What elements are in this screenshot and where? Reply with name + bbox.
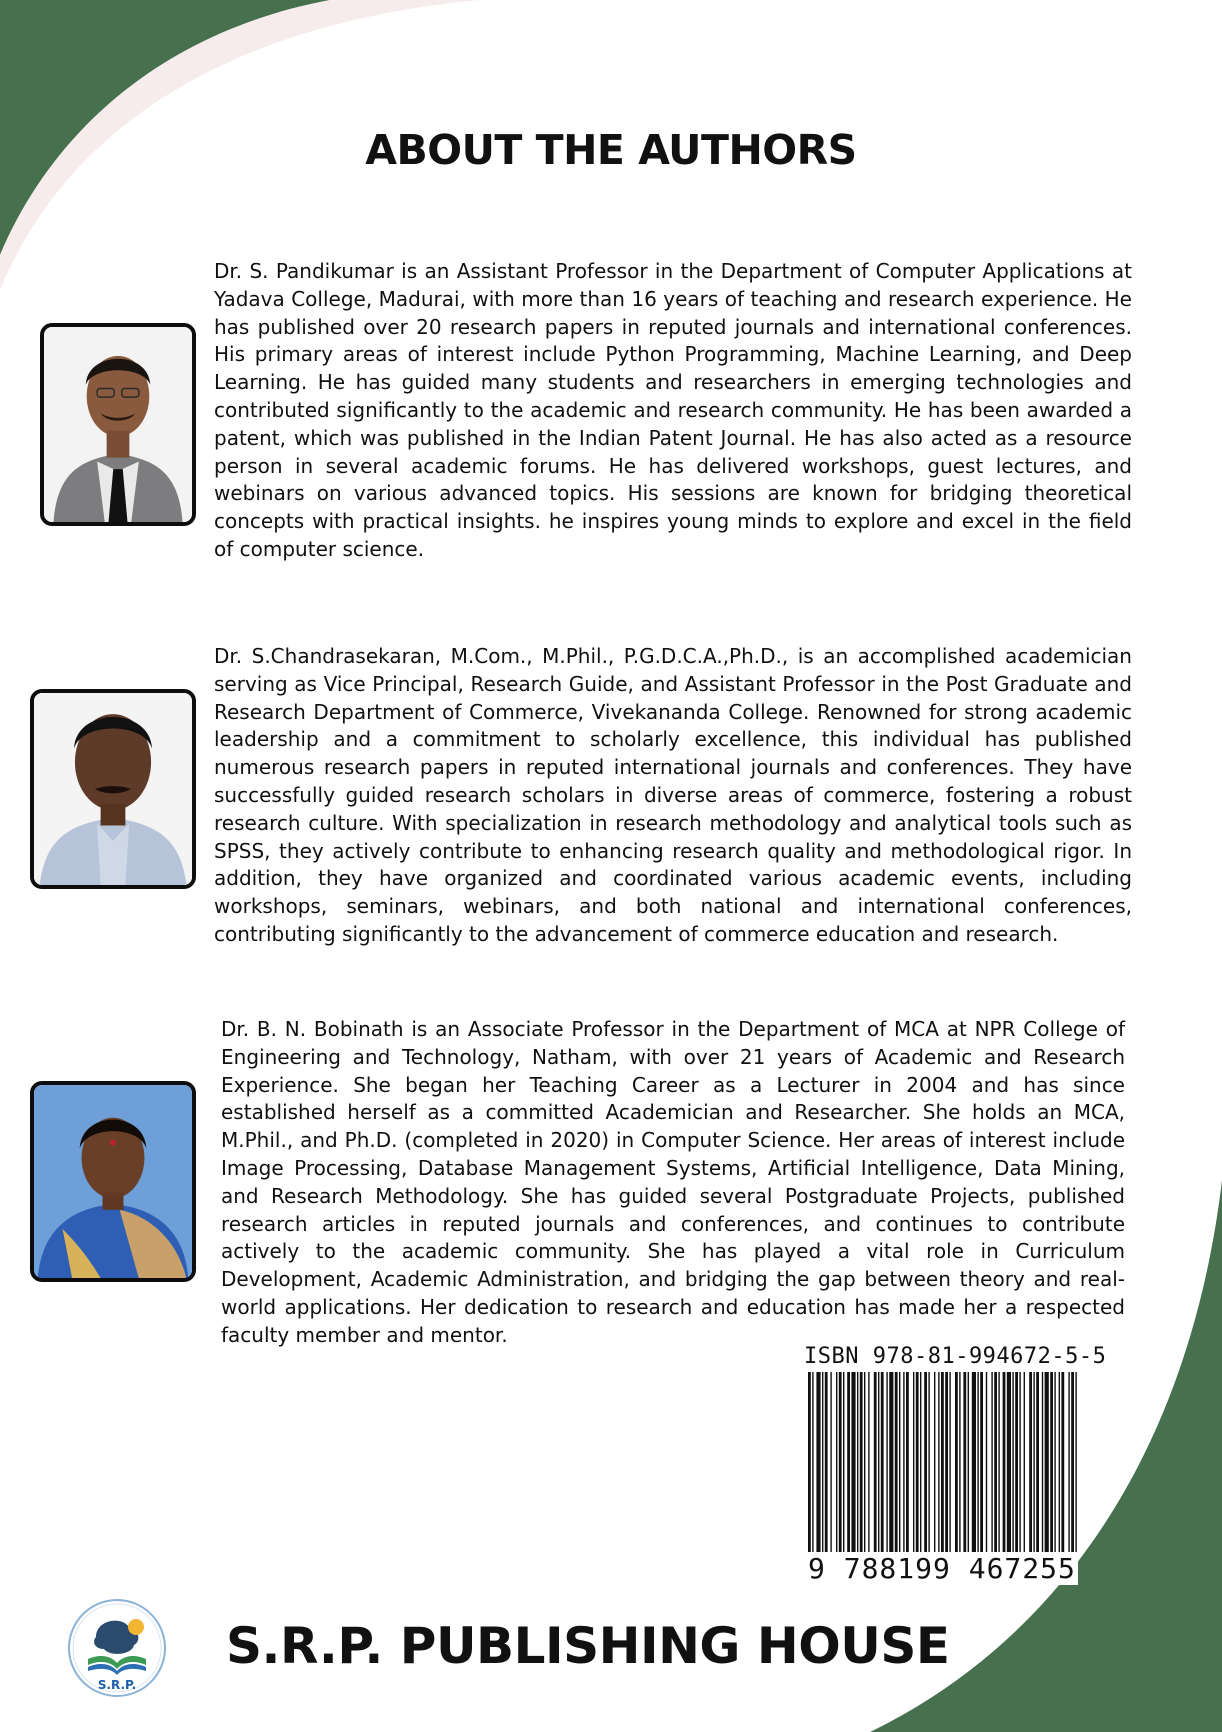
barcode-bar — [1012, 1372, 1013, 1568]
logo-text: S.R.P. — [97, 1678, 137, 1692]
barcode-bar — [913, 1372, 914, 1568]
barcode-bar — [916, 1372, 919, 1568]
barcode-bar — [847, 1372, 850, 1568]
barcode-bar — [986, 1372, 987, 1568]
barcode-bar — [836, 1372, 837, 1568]
barcode-bar — [1071, 1372, 1074, 1580]
barcode-bar — [949, 1372, 950, 1568]
barcode-bar — [851, 1372, 855, 1568]
barcode-bar — [830, 1372, 831, 1568]
barcode-bar — [941, 1372, 944, 1580]
barcode-bar — [868, 1372, 869, 1568]
barcode-bar — [1024, 1372, 1025, 1568]
barcode-bar — [1029, 1372, 1032, 1568]
barcode-bar — [994, 1372, 997, 1568]
barcode-bar — [1075, 1372, 1076, 1580]
barcode-bar — [972, 1372, 976, 1568]
author-bio-bobinath: Dr. B. N. Bobinath is an Associate Professor in the Department of MCA at NPR College of Engineering and Technology, Natham, with over 21 years of Academic and Research Experience. She began her Teaching Career as a Lecturer in 2004 and has since established herself as a committed Academician and Researcher. She holds an MCA, M.Phil., and Ph.D. (completed in 2020) in Computer Science. Her areas of interest include Image Processing, Database Management Systems, Artificial Intelligence, Data Mining, and Research Methodology. She has guided several Postgraduate Projects, published research articles in reputed journals and conferences, and continues to contribute actively to the academic community. She has played a vital role in Curriculum Development, Academic Administration, and bridging the gap between theory and real-world applications. Her dedication to research and education has made her a respected faculty member and mentor. — [221, 1017, 1125, 1347]
page-title: ABOUT THE AUTHORS — [365, 126, 857, 174]
barcode-bar — [1054, 1372, 1055, 1568]
barcode-bar — [878, 1372, 879, 1568]
barcode-bar — [968, 1372, 969, 1568]
barcode-bar — [899, 1372, 900, 1568]
barcode-bar — [839, 1372, 842, 1568]
barcode-bar — [955, 1372, 958, 1568]
barcode-bar — [1033, 1372, 1034, 1568]
barcode-digits-text: 9 788199 467255 — [808, 1552, 1076, 1585]
barcode-bar — [938, 1372, 939, 1580]
barcode-bar — [1059, 1372, 1060, 1568]
barcode-bar — [906, 1372, 909, 1568]
barcode-bar — [822, 1372, 823, 1568]
barcode-bar — [812, 1372, 813, 1580]
barcode-bar — [1068, 1372, 1069, 1568]
barcode-bar — [977, 1372, 978, 1568]
barcode-bar — [1050, 1372, 1053, 1568]
barcode-bar — [874, 1372, 877, 1568]
barcode-bar — [934, 1372, 935, 1568]
barcode-bar — [963, 1372, 966, 1568]
barcode-bar — [903, 1372, 904, 1568]
barcode-bar — [886, 1372, 887, 1568]
barcode-bar — [857, 1372, 858, 1568]
barcode-bar — [881, 1372, 884, 1568]
barcode-bar — [860, 1372, 863, 1568]
barcode-bar — [1007, 1372, 1011, 1568]
author-photo-pandikumar — [40, 323, 196, 526]
barcode-bar — [959, 1372, 960, 1568]
barcode-bar — [1042, 1372, 1043, 1568]
barcode-bar — [1036, 1372, 1039, 1568]
barcode-bar — [1019, 1372, 1020, 1568]
barcode-bar — [920, 1372, 921, 1568]
barcode-bar — [1015, 1372, 1018, 1568]
author-bio-chandrasekaran: Dr. S.Chandrasekaran, M.Com., M.Phil., P.G.D.C.A.,Ph.D., is an accomplished academician serving as Vice Principal, Research Guide, and Assistant Professor in the Post Graduate and Research Department of Commerce, Vivekananda College. Renowned for strong academic leadership and a commitment to scholarly excellence, this individual has published numerous research papers in reputed international journals and conferences. They have successfully guided research scholars in diverse areas of commerce, fostering a robust research culture. With specialization in research methodology and analytical tools such as SPSS, they actively contribute to enhancing research quality and methodological rigor. In addition, they have organized and coordinated various academic events, including workshops, seminars, webinars, and both national and international conferences, contributing significantly to the advancement of commerce education and research. — [214, 644, 1132, 946]
publisher-name: S.R.P. PUBLISHING HOUSE — [226, 1617, 950, 1675]
barcode-bar — [1045, 1372, 1049, 1568]
barcode-bar — [998, 1372, 999, 1568]
barcode-bar — [945, 1372, 948, 1580]
barcode-bar — [889, 1372, 893, 1568]
barcode-bar — [1061, 1372, 1064, 1568]
barcode-digits — [806, 1552, 1086, 1585]
barcode-bar — [928, 1372, 929, 1568]
isbn-label: ISBN 978-81-994672-5-5 — [804, 1344, 1107, 1369]
isbn-barcode — [806, 1372, 1086, 1582]
barcode-bar — [843, 1372, 844, 1568]
barcode-bar — [980, 1372, 983, 1568]
barcode-bar — [808, 1372, 811, 1580]
barcode-bar — [1003, 1372, 1006, 1568]
barcode-bar — [864, 1372, 865, 1568]
barcode-bar — [816, 1372, 820, 1568]
barcode-bar — [924, 1372, 927, 1568]
author-bio-pandikumar: Dr. S. Pandikumar is an Assistant Professor in the Department of Computer Applications at Yadava College, Madurai, with more than 16 years of teaching and research experience. He has published over 20 research papers in reputed journals and international conferences. His primary areas of interest include Python Programming, Machine Learning, and Deep Learning. He has guided many students and researchers in emerging technologies and contributed significantly to the academic and research community. He has been awarded a patent, which was published in the Indian Patent Journal. He has also acted as a resource person in several academic forums. He has delivered workshops, guest lectures, and webinars on various advanced topics. His sessions are known for bridging theoretical concepts with practical insights. he inspires young minds to explore and excel in the field of computer science. — [214, 259, 1132, 561]
barcode-bar — [991, 1372, 992, 1568]
author-photo-chandrasekaran — [30, 689, 196, 889]
barcode-bar — [895, 1372, 898, 1568]
author-photo-bobinath — [30, 1081, 196, 1282]
barcode-bar — [825, 1372, 828, 1568]
srp-logo — [66, 1597, 168, 1699]
